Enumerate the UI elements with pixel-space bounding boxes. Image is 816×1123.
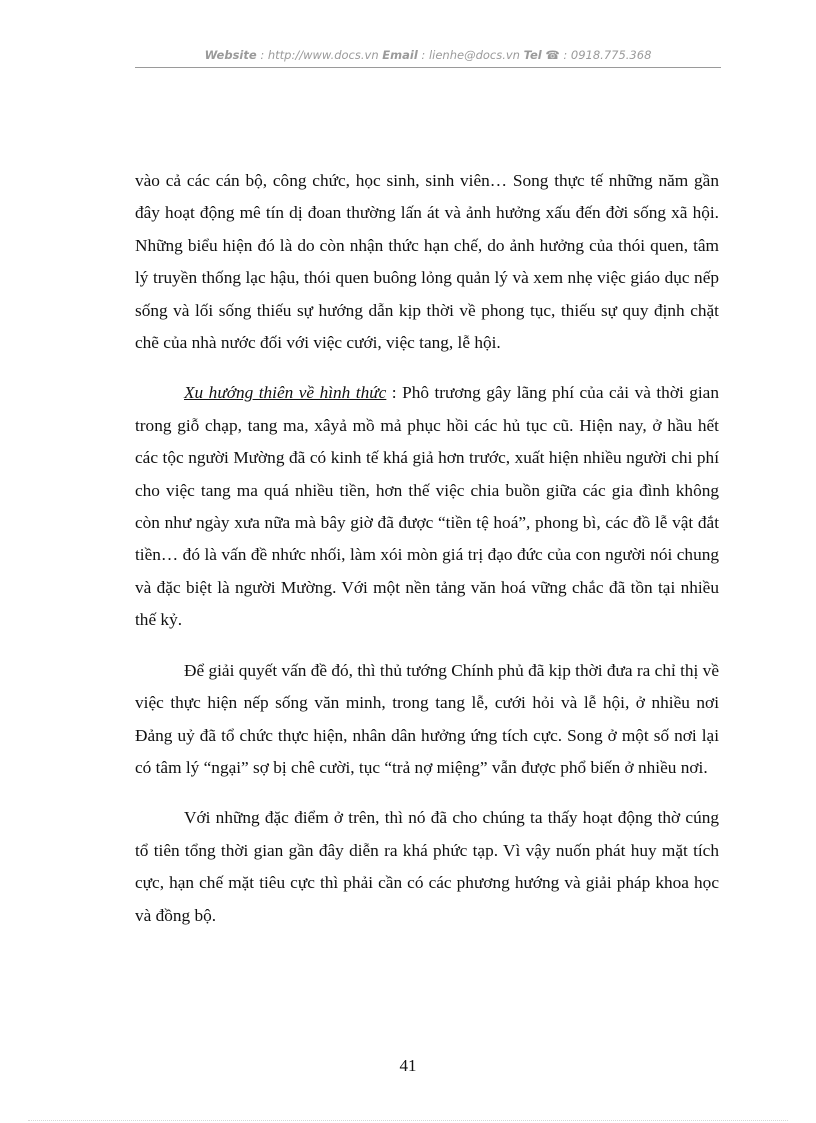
paragraph-3: Để giải quyết vấn đề đó, thì thủ tướng Chính phủ đã kịp thời đưa ra chỉ thị về việc thực hiện nếp sống văn minh, trong tang lễ, cưới hỏi và lễ hội, ở nhiều nơi Đảng uỷ đã tổ chức thực hiện, nhân dân hưởng ứng tích cực. Song ở một số nơi lại có tâm lý “ngại” sợ bị chê cười, tục “trả nợ miệng” vẫn được phổ biến ở nhiều nơi. <box>135 660 719 777</box>
document-body <box>135 165 719 950</box>
paragraph-1: vào cả các cán bộ, công chức, học sinh, sinh viên… Song thực tế những năm gần đây hoạt động mê tín dị đoan thường lấn át và ảnh hưởng xấu đến đời sống xã hội. Những biểu hiện đó là do còn nhận thức hạn chế, do ảnh hưởng của thói quen, tâm lý truyền thống lạc hậu, thói quen buông lỏng quản lý và xem nhẹ việc giáo dục nếp sống và lối sống thiếu sự hướng dẫn kịp thời về phong tục, thiếu sự quy định chặt chẽ của nhà nước đối với việc cưới, việc tang, lễ hội. <box>135 171 719 353</box>
header-divider <box>135 67 721 68</box>
paragraph-4: Với những đặc điểm ở trên, thì nó đã cho chúng ta thấy hoạt động thờ cúng tổ tiên tổng thời gian gần đây diễn ra khá phức tạp. Vì vậy nuốn phát huy mặt tích cực, hạn chế mặt tiêu cực thì phải cần có các phương hướng và giải pháp khoa học và đồng bộ. <box>135 808 719 925</box>
email-value: : lienhe@docs.vn <box>417 48 524 62</box>
website-value: : http://www.docs.vn <box>256 48 383 62</box>
paragraph-2-heading: Xu hướng thiên về hình thức <box>184 383 387 403</box>
page-header <box>135 48 721 62</box>
footer-divider <box>28 1120 788 1121</box>
tel-value: : 0918.775.368 <box>559 48 652 62</box>
paragraph-2-body: : Phô trương gây lãng phí của cải và thời gian trong giỗ chạp, tang ma, xâyả mồ mả phục hồi các hủ tục cũ. Hiện nay, ở hầu hết các tộc người Mường đã có kinh tế khá giả hơn trước, xuất hiện nhiều người chi phí cho việc tang ma quá nhiều tiền, hơn thế việc chia buồn giữa các gia đình không còn như ngày xưa nữa mà bây giờ đã được “tiền tệ hoá”, phong bì, các đồ lễ vật đắt tiền… đó là vấn đề nhức nhối, làm xói mòn giá trị đạo đức của con người nói chung và đặc biệt là người Mường. Với một nền tảng văn hoá vững chắc đã tồn tại nhiều thế kỷ. <box>135 383 719 630</box>
page-number: 41 <box>399 1056 417 1075</box>
tel-label: Tel <box>523 48 542 62</box>
email-label: Email <box>382 48 418 62</box>
paragraph-2 <box>135 377 719 636</box>
website-label: Website <box>204 48 257 62</box>
phone-icon: ☎ <box>545 48 560 62</box>
